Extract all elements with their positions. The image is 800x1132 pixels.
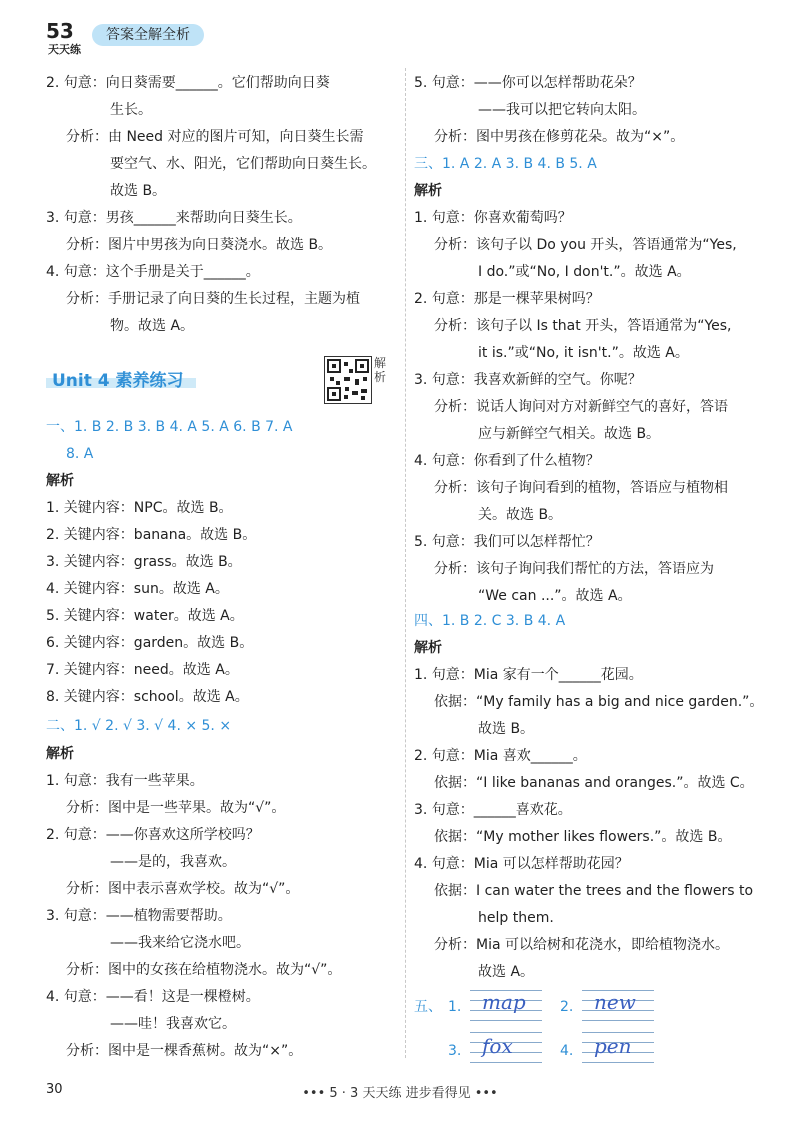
text-line: 分析：Mia 可以给树和花浇水，即给植物浇水。	[434, 937, 729, 953]
text-line: 7. 关键内容：need。故选 A。	[46, 662, 239, 678]
brand-logo	[44, 18, 90, 56]
writing-lines	[582, 1032, 654, 1068]
text-line: 3. 句意：——植物需要帮助。	[46, 908, 232, 924]
section-three-answers: 三、1. A 2. A 3. B 4. B 5. A	[414, 156, 597, 172]
text-line: 依据：“My family has a big and nice garden.”。	[434, 694, 764, 710]
text-line: 3. 句意：我喜欢新鲜的空气。你呢？	[414, 372, 642, 388]
section-five-label: 五、	[414, 999, 442, 1015]
text-line: 1. 句意：我有一些苹果。	[46, 773, 204, 789]
qr-label: 解析	[374, 356, 387, 384]
text-line: ——是的，我喜欢。	[110, 854, 236, 870]
writing-lines	[470, 990, 542, 1026]
text-line: 分析：图中的女孩在给植物浇水。故为“√”。	[66, 962, 342, 978]
analysis-heading: 解析	[46, 746, 74, 762]
handwritten-word: map	[482, 990, 526, 1014]
write-item-number: 3.	[448, 1043, 462, 1059]
text-line: help them.	[478, 910, 554, 926]
handwritten-word: fox	[482, 1034, 513, 1058]
analysis-heading: 解析	[414, 640, 442, 656]
text-line: 关。故选 B。	[478, 507, 563, 523]
column-divider	[405, 68, 406, 1058]
text-line: 4. 句意：Mia 可以怎样帮助花园？	[414, 856, 629, 872]
text-line: 故选 B。	[110, 183, 167, 199]
text-line: 5. 关键内容：water。故选 A。	[46, 608, 244, 624]
text-line: 分析：手册记录了向日葵的生长过程，主题为植	[66, 291, 360, 307]
text-line: 依据：“My mother likes flowers.”。故选 B。	[434, 829, 732, 845]
text-line: 分析：该句子询问我们帮忙的方法，答语应为	[434, 561, 714, 577]
footer-slogan: ••• 5 · 3 天天练 进步看得见 •••	[302, 1086, 498, 1101]
text-line: 分析：该句子询问看到的植物，答语应与植物相	[434, 480, 728, 496]
text-line: 分析：图中男孩在修剪花朵。故为“×”。	[434, 129, 685, 145]
text-line: 1. 句意：Mia 家有一个______花园。	[414, 667, 643, 683]
text-line: 生长。	[110, 102, 152, 118]
text-line: ——我可以把它转向太阳。	[478, 102, 646, 118]
text-line: 1. 关键内容：NPC。故选 B。	[46, 500, 233, 516]
text-line: I do.”或“No, I don't.”。故选 A。	[478, 264, 691, 280]
text-line: 4. 句意：这个手册是关于______。	[46, 264, 260, 280]
analysis-heading: 解析	[46, 473, 74, 489]
page-number: 30	[46, 1082, 63, 1097]
text-line: 8. 关键内容：school。故选 A。	[46, 689, 249, 705]
text-line: 5. 句意：——你可以怎样帮助花朵？	[414, 75, 642, 91]
handwritten-word: pen	[594, 1034, 632, 1058]
write-item-number: 4.	[560, 1043, 574, 1059]
text-line: 5. 句意：我们可以怎样帮忙？	[414, 534, 600, 550]
text-line: 1. 句意：你喜欢葡萄吗？	[414, 210, 572, 226]
text-line: 分析：该句子以 Is that 开头，答语通常为“Yes,	[434, 318, 732, 334]
svg-text:天天练: 天天练	[48, 43, 81, 56]
text-line: 分析：图片中男孩为向日葵浇水。故选 B。	[66, 237, 333, 253]
section-two-answers: 二、1. √ 2. √ 3. √ 4. × 5. ×	[46, 718, 232, 734]
text-line: 3. 关键内容：grass。故选 B。	[46, 554, 242, 570]
text-line: 3. 句意：男孩______来帮助向日葵生长。	[46, 210, 302, 226]
text-line: 分析：图中表示喜欢学校。故为“√”。	[66, 881, 300, 897]
text-line: 6. 关键内容：garden。故选 B。	[46, 635, 254, 651]
text-line: 2. 关键内容：banana。故选 B。	[46, 527, 257, 543]
handwritten-word: new	[594, 990, 636, 1014]
text-line: 4. 句意：——看！这是一棵橙树。	[46, 989, 260, 1005]
text-line: 依据：“I like bananas and oranges.”。故选 C。	[434, 775, 754, 791]
section-four-answers: 四、1. B 2. C 3. B 4. A	[414, 613, 566, 629]
svg-text:53: 53	[46, 19, 74, 43]
text-line: 分析：说话人询问对方对新鲜空气的喜好，答语	[434, 399, 728, 415]
text-line: 4. 关键内容：sun。故选 A。	[46, 581, 229, 597]
text-line: ——哇！我喜欢它。	[110, 1016, 236, 1032]
text-line: 2. 句意：向日葵需要______。它们帮助向日葵	[46, 75, 330, 91]
text-line: 依据：I can water the trees and the flowers to	[434, 883, 754, 899]
write-item-number: 1.	[448, 999, 462, 1015]
text-line: 分析：图中是一棵香蕉树。故为“×”。	[66, 1043, 303, 1059]
unit-title: Unit 4 素养练习	[52, 371, 184, 391]
qr-code	[324, 356, 372, 404]
text-line: 故选 A。	[478, 964, 535, 980]
text-line: 分析：由 Need 对应的图片可知，向日葵生长需	[66, 129, 364, 145]
write-item-number: 2.	[560, 999, 574, 1015]
text-line: 分析：图中是一些苹果。故为“√”。	[66, 800, 286, 816]
unit-banner	[46, 366, 196, 391]
text-line: 4. 句意：你看到了什么植物？	[414, 453, 600, 469]
writing-lines	[470, 1032, 542, 1068]
text-line: it is.”或“No, it isn't.”。故选 A。	[478, 345, 689, 361]
header-tag: 答案全解全析	[92, 24, 204, 46]
text-line: 故选 B。	[478, 721, 535, 737]
section-one-answers: 一、1. B 2. B 3. B 4. A 5. A 6. B 7. A	[46, 419, 293, 435]
writing-lines	[582, 990, 654, 1026]
text-line: 3. 句意：______喜欢花。	[414, 802, 572, 818]
text-line: 2. 句意：那是一棵苹果树吗？	[414, 291, 600, 307]
text-line: 2. 句意：——你喜欢这所学校吗？	[46, 827, 260, 843]
text-line: 分析：该句子以 Do you 开头，答语通常为“Yes,	[434, 237, 737, 253]
text-line: 应与新鲜空气相关。故选 B。	[478, 426, 661, 442]
text-line: “We can ...”。故选 A。	[478, 588, 632, 604]
text-line: 2. 句意：Mia 喜欢______。	[414, 748, 587, 764]
text-line: ——我来给它浇水吧。	[110, 935, 250, 951]
section-one-answers-cont: 8. A	[66, 446, 94, 462]
analysis-heading: 解析	[414, 183, 442, 199]
text-line: 物。故选 A。	[110, 318, 195, 334]
text-line: 要空气、水、阳光，它们帮助向日葵生长。	[110, 156, 376, 172]
